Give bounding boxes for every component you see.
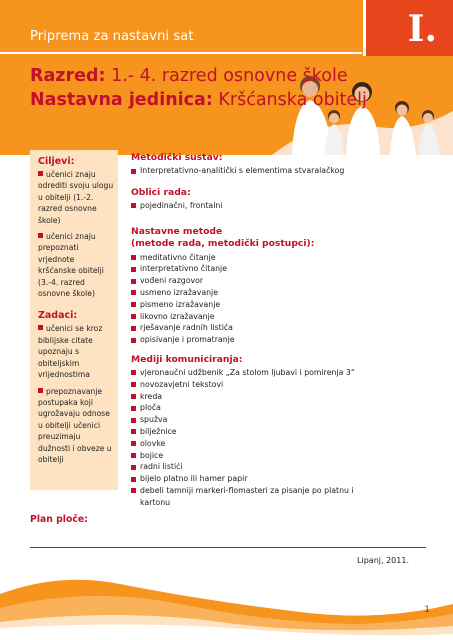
bullet-icon [131, 429, 136, 434]
tasks-heading: Zadaci: [38, 310, 78, 322]
bullet-icon [131, 326, 136, 331]
list-item: bijelo platno ili hamer papir [131, 473, 441, 485]
list-item: meditativno čitanje [131, 252, 441, 264]
list-item: rješavanje radnih listića [131, 322, 441, 334]
goals-column [30, 150, 118, 490]
goal-item [38, 231, 114, 299]
list-item: olovke [131, 438, 441, 450]
list-item: ploča [131, 402, 441, 414]
media-heading: Mediji komuniciranja: [131, 353, 243, 365]
bullet-icon [131, 465, 136, 470]
task-text: prepoznavanje postupaka koji ugrožavaju odnose u obitelji učenici preuzimaju dužnosti i obveze u obitelji [38, 386, 112, 464]
bullet-icon [131, 302, 136, 307]
methods-heading: Nastavne metode [131, 225, 223, 237]
list-item: likovno izražavanje [131, 311, 441, 323]
chapter-box [363, 0, 453, 56]
bullet-icon [131, 453, 136, 458]
task-item [38, 386, 114, 466]
bullet-icon [131, 290, 136, 295]
header-band [0, 0, 453, 155]
date-text: Lipanj, 2011. [357, 556, 409, 565]
chapter-number: I. [407, 8, 437, 50]
bullet-icon [38, 233, 43, 238]
task-item [38, 323, 114, 380]
bullet-icon [131, 169, 136, 174]
unit-value: Kršćanska obitelj [212, 90, 367, 110]
footer-divider [30, 547, 426, 548]
bullet-icon [131, 418, 136, 423]
list-item: vjeronaučni udžbenik „Za stolom ljubavi i pomirenja 3“ [131, 367, 441, 379]
list-item: vođeni razgovor [131, 275, 441, 287]
bullet-icon [131, 406, 136, 411]
board-plan-heading: Plan ploče: [30, 514, 88, 525]
list-item: opisivanje i promatranje [131, 334, 441, 346]
task-text: učenici se kroz biblijske citate upoznaju s obiteljskim vrijednostima [38, 324, 103, 380]
class-value: 1.- 4. razred osnovne škole [105, 66, 348, 86]
bullet-icon [131, 203, 136, 208]
goal-item [38, 169, 114, 226]
bullet-icon [38, 388, 43, 393]
work-forms-heading: Oblici rada: [131, 186, 191, 198]
bullet-icon [131, 477, 136, 482]
list-item: debeli tamniji markeri-flomasteri za pisanje po platnu i kartonu [131, 485, 381, 509]
goal-text: učenici znaju prepoznati vrjednote kršćanske obitelji (3.-4. razred osnovne škole) [38, 232, 104, 299]
list-item: kreda [131, 391, 441, 403]
bullet-icon [131, 382, 136, 387]
list-item: novozavjetni tekstovi [131, 379, 441, 391]
unit-label: Nastavna jedinica: [30, 90, 213, 110]
bullet-icon [131, 370, 136, 375]
bullet-icon [131, 394, 136, 399]
page-number: 1 [424, 605, 430, 615]
bullet-icon [131, 314, 136, 319]
bullet-icon [131, 255, 136, 260]
list-item: bojice [131, 450, 441, 462]
list-item: radni listići [131, 461, 441, 473]
header-title: Priprema za nastavni sat [30, 29, 194, 44]
goals-heading: Ciljevi: [38, 156, 75, 167]
class-label: Razred: [30, 66, 106, 86]
bullet-icon [131, 279, 136, 284]
bullet-icon [131, 488, 136, 493]
list-item: bilježnice [131, 426, 441, 438]
bullet-icon [131, 338, 136, 343]
bullet-icon [38, 325, 43, 330]
list-item: Interpretativno-analitički s elementima stvaralačkog [131, 165, 441, 177]
method-system-heading: Metodički sustav: [131, 152, 223, 163]
header-divider [0, 52, 362, 54]
bullet-icon [38, 171, 43, 176]
list-item: interpretativno čitanje [131, 263, 441, 275]
goal-text: učenici znaju odrediti svoju ulogu u obitelji (1.-2. razred osnovne škole) [38, 170, 114, 225]
class-line [30, 66, 348, 86]
methods-column [131, 152, 441, 509]
footer-swoosh [0, 564, 453, 640]
bullet-icon [131, 441, 136, 446]
list-item: pojedinačni, frontalni [131, 200, 441, 212]
list-item: usmeno izražavanje [131, 287, 441, 299]
methods-subheading: (metode rada, metodički postupci): [131, 237, 315, 249]
list-item: pismeno izražavanje [131, 299, 441, 311]
unit-line [30, 90, 367, 110]
bullet-icon [131, 267, 136, 272]
list-item: spužva [131, 414, 441, 426]
